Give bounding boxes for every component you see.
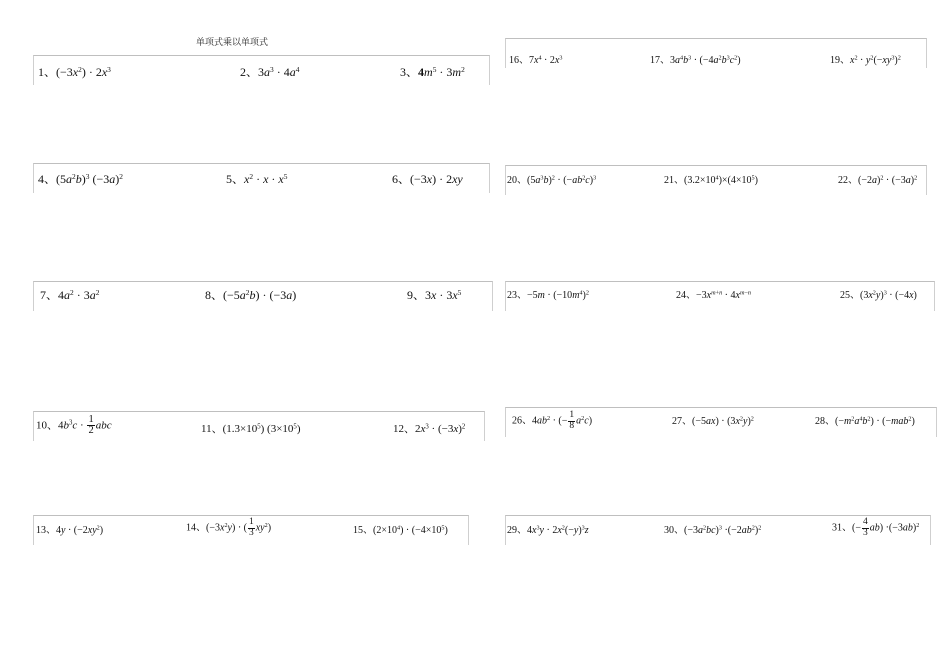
problem-number: 24、 <box>676 290 696 301</box>
problem-number: 6、 <box>392 172 411 186</box>
problem-number: 28、 <box>815 416 835 427</box>
problem-number: 17、 <box>650 55 670 66</box>
problem-23: 23、$-5m \cdot (-10m^4)^2$ <box>507 289 589 301</box>
problem-11: 11、$(1.3\times 10^5)$ $(3\times 10^5)$ <box>201 423 301 435</box>
problem-25: 25、$(3x^2y)^3 \cdot (-4x)$ <box>840 289 917 301</box>
problem-30: 30、$(-3a^2bc)^3 \cdot(-2ab^2)^2$ <box>664 524 762 536</box>
problem-2: 2、$3a^3 \cdot 4a^4$ <box>240 64 300 79</box>
problem-number: 10、 <box>36 419 58 432</box>
problem-number: 4、 <box>38 172 57 186</box>
problem-number: 21、 <box>664 175 684 186</box>
problem-number: 2、 <box>240 65 259 79</box>
problem-19: 19、$x^2 \cdot y^2(-xy^3)^2$ <box>830 54 901 66</box>
problem-31: 31、(− $\frac{4}{3}$ $ab) \cdot(-3ab)^2$ <box>832 517 920 538</box>
problem-3: 3、$4m^5 \cdot 3m^2$ <box>400 64 465 79</box>
problem-number: 27、 <box>672 416 692 427</box>
problem-number: 23、 <box>507 290 527 301</box>
problem-9: 9、$3x \cdot 3x^5$ <box>407 287 462 302</box>
fraction-one-half: $\frac{1}{2}$ <box>88 414 94 437</box>
problem-26: 26、$4ab^2$ · (− $\frac{1}{8}$ $a^2c$) <box>512 410 593 431</box>
problem-24: 24、$-3x^{m+n} \cdot 4x^{m-n}$ <box>676 289 752 301</box>
problem-number: 20、 <box>507 175 527 186</box>
problem-4: 4、$(5a^2b)^3$ $(-3a)^2$ <box>38 171 123 186</box>
problem-13: 13、$4y \cdot (-2xy^2)$ <box>36 524 104 536</box>
problem-number: 29、 <box>507 525 527 536</box>
problem-number: 1、 <box>38 65 57 79</box>
problem-number: 7、 <box>40 288 59 302</box>
problem-number: 16、 <box>509 55 529 66</box>
problem-28: 28、$(-m^2a^4b^2) \cdot (-mab^2)$ <box>815 415 915 427</box>
problem-7: 7、$4a^2 \cdot 3a^2$ <box>40 287 100 302</box>
problem-number: 15、 <box>353 525 373 536</box>
problem-number: 19、 <box>830 55 850 66</box>
problem-22: 22、$(-2a)^2 \cdot (-3a)^2$ <box>838 174 918 186</box>
problem-27: 27、$(-5ax) \cdot (3x^2y)^2$ <box>672 415 754 427</box>
problem-number: 25、 <box>840 290 860 301</box>
problem-12: 12、$2x^3 \cdot (-3x)^2$ <box>393 423 466 435</box>
problem-number: 9、 <box>407 288 426 302</box>
problem-20: 20、$(5a^3b)^2 \cdot (-ab^2c)^3$ <box>507 174 597 186</box>
problem-29: 29、$4x^3y \cdot 2x^2(-y)^3z$ <box>507 524 589 536</box>
problem-17: 17、$3a^4b^3 \cdot (-4a^2b^3c^2)$ <box>650 54 741 66</box>
problem-number: 12、 <box>393 423 415 435</box>
problem-6: 6、(−3x) · 2xy <box>392 172 463 186</box>
problem-number: 13、 <box>36 525 56 536</box>
problem-number: 26、 <box>512 415 532 427</box>
problem-21: 21、$(3.2\times 10^4)\times(4\times 10^5)$ <box>664 174 758 186</box>
problem-number: 3、 <box>400 65 419 79</box>
problem-1: 1、$(-3x^2) \cdot 2x^3$ <box>38 64 111 79</box>
worksheet-title: 单项式乘以单项式 <box>196 38 269 48</box>
fraction-four-thirds: $\frac{4}{3}$ <box>862 517 868 538</box>
problem-number: 30、 <box>664 525 684 536</box>
problem-10: 10、$4b^3c$ · $\frac{1}{2}$ abc <box>36 414 112 437</box>
problem-number: 8、 <box>205 288 224 302</box>
problem-8: 8、$(-5a^2b) \cdot (-3a)$ <box>205 287 297 302</box>
fraction-one-eighth: $\frac{1}{8}$ <box>569 410 575 431</box>
problem-number: 5、 <box>226 172 245 186</box>
problem-16: 16、$7x^4 \cdot 2x^3$ <box>509 54 563 66</box>
problem-number: 14、 <box>186 522 206 534</box>
problem-15: 15、$(2\times 10^4) \cdot (-4\times 10^5)$ <box>353 524 448 536</box>
problem-number: 22、 <box>838 175 858 186</box>
problem-number: 31、 <box>832 522 852 534</box>
problem-5: 5、$x^2 \cdot x \cdot x^5$ <box>226 171 288 186</box>
problem-number: 11、 <box>201 423 223 435</box>
fraction-one-third: $\frac{1}{3}$ <box>248 517 254 538</box>
problem-14: 14、$(-3x^2y)$ · ( $\frac{1}{3}$ $xy^2$) <box>186 517 272 538</box>
